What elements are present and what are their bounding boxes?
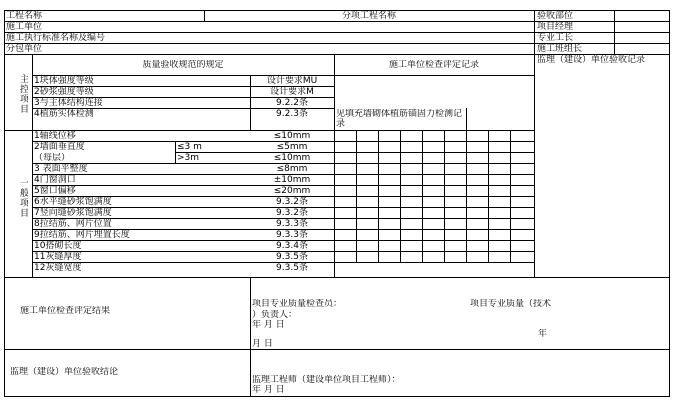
general-item-name: 6水平缝砂浆饱满度 bbox=[34, 197, 112, 207]
general-item-name: 10搭砌长度 bbox=[34, 241, 82, 251]
date-1: 年 月 日 bbox=[252, 320, 285, 330]
general-item-condition: ≤3 m bbox=[177, 142, 202, 152]
general-item-name: 1轴线位移 bbox=[34, 131, 76, 141]
general-item-requirement: 9.3.2条 bbox=[276, 208, 308, 218]
general-item-name: 11灰缝厚度 bbox=[34, 252, 82, 262]
col-line bbox=[175, 141, 176, 163]
col-line bbox=[250, 277, 251, 397]
year-2: 年 bbox=[538, 329, 548, 339]
col-line bbox=[466, 108, 467, 262]
inspector-label: 项目专业质量检查员： bbox=[252, 299, 343, 309]
general-item-name: （每层） bbox=[34, 153, 71, 163]
quality-lead-label: 项目专业质量（技术 bbox=[470, 299, 552, 309]
main-item-requirement: 9.2.2条 bbox=[276, 98, 308, 108]
general-item-requirement: ≤20mm bbox=[273, 186, 311, 196]
supervision-header: 监理（建设）单位验收记录 bbox=[537, 55, 646, 65]
general-item-name: 12灰缝宽度 bbox=[34, 263, 82, 273]
supervisor-label: 监理工程师（建设单位项目工程师）： bbox=[252, 375, 401, 385]
spec-header: 质量验收规范的规定 bbox=[142, 60, 224, 70]
general-item-name: 3 表面平整度 bbox=[34, 164, 88, 174]
col-line bbox=[356, 130, 357, 262]
col-line bbox=[378, 130, 379, 262]
col-line bbox=[614, 10, 615, 55]
tech-lead-label: 专业工长 bbox=[537, 33, 574, 43]
sub-project-label: 分项工程名称 bbox=[341, 11, 396, 21]
construction-check-header: 施工单位检查评定记录 bbox=[388, 60, 479, 70]
team-leader-label: 施工班组长 bbox=[537, 44, 583, 54]
main-item-requirement: 设计要求M bbox=[270, 87, 314, 97]
main-item-note: 见填充墙砌体植筋锚固力检测记录 bbox=[336, 109, 463, 129]
row-line bbox=[4, 277, 670, 278]
general-items-label: 一般项目 bbox=[18, 178, 28, 218]
general-item-name: 2墙面垂直度 bbox=[34, 142, 85, 152]
col-line bbox=[510, 130, 511, 262]
date-3: 年 月 日 bbox=[252, 385, 285, 395]
main-item-name: 3与主体结构连接 bbox=[34, 98, 103, 108]
main-item-name: 1块体强度等级 bbox=[34, 76, 94, 86]
supervision-conclusion-label: 监理（建设）单位验收结论 bbox=[10, 367, 119, 377]
acceptance-part-label: 验收部位 bbox=[537, 11, 574, 21]
general-item-requirement: ≤10mm bbox=[273, 153, 311, 163]
main-item-requirement: 设计要求MU bbox=[266, 76, 318, 86]
general-item-name: 4门窗洞口 bbox=[34, 175, 76, 185]
general-item-condition: >3m bbox=[177, 153, 200, 163]
project-manager-label: 项目经理 bbox=[537, 22, 574, 32]
main-items-label: 主控项目 bbox=[18, 74, 28, 114]
col-line bbox=[334, 54, 335, 277]
general-item-name: 7竖向缝砂浆饱满度 bbox=[34, 208, 112, 218]
construction-unit-label: 施工单位 bbox=[6, 22, 43, 32]
general-item-requirement: ±10mm bbox=[273, 175, 311, 185]
row-line bbox=[4, 349, 670, 350]
main-item-requirement: 9.2.3条 bbox=[276, 109, 308, 119]
general-item-name: 5窗口偏移 bbox=[34, 186, 76, 196]
general-item-requirement: ≤8mm bbox=[276, 164, 308, 174]
col-line bbox=[444, 130, 445, 262]
col-line bbox=[534, 10, 535, 277]
general-item-requirement: 9.3.4条 bbox=[276, 241, 308, 251]
subcontractor-label: 分包单位 bbox=[6, 44, 43, 54]
general-item-requirement: 9.3.5条 bbox=[276, 252, 308, 262]
responsible-label: ）负责人： bbox=[252, 310, 298, 320]
project-name-label: 工程名称 bbox=[6, 11, 43, 21]
border-bottom bbox=[4, 396, 670, 397]
col-line bbox=[488, 130, 489, 262]
main-item-name: 2砂浆强度等级 bbox=[34, 87, 94, 97]
col-line bbox=[422, 130, 423, 262]
col-line bbox=[32, 54, 33, 277]
col-line bbox=[400, 130, 401, 262]
main-item-name: 4植筋实体检测 bbox=[34, 109, 94, 119]
construction-result-label: 施工单位检查评定结果 bbox=[20, 306, 111, 316]
standard-label: 施工执行标准名称及编号 bbox=[6, 33, 106, 43]
row-line bbox=[175, 152, 534, 153]
general-item-name: 8拉结筋、网片位置 bbox=[34, 219, 112, 229]
general-item-requirement: ≤10mm bbox=[273, 131, 311, 141]
general-item-requirement: 9.3.3条 bbox=[276, 219, 308, 229]
general-item-name: 9拉结筋、网片埋置长度 bbox=[34, 230, 130, 240]
general-item-requirement: 9.3.2条 bbox=[276, 197, 308, 207]
date-2: 月 日 bbox=[252, 339, 273, 349]
border-left bbox=[4, 10, 5, 397]
border-right bbox=[669, 10, 670, 397]
general-item-requirement: ≤5mm bbox=[276, 142, 308, 152]
general-item-requirement: 9.3.3条 bbox=[276, 230, 308, 240]
general-item-requirement: 9.3.5条 bbox=[276, 263, 308, 273]
